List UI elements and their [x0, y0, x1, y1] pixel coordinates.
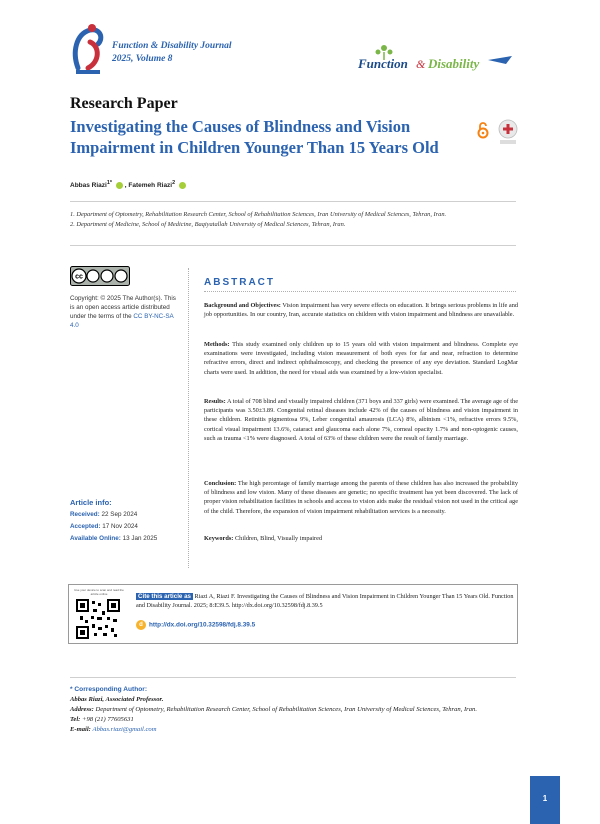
methods-text: This study examined only children up to 15 years old with vision impairment and blindness. Complete eye examinations were investigated, including vision measurement of both eyes for far and near, refraction to determine refractive errors, direct and indirect ophthalmoscopy, and checking the presence of any eye deviation. Standard LogMar charts were used. In addition, the need for visual aids was examined by a low-vision specialist. — [204, 341, 518, 376]
cc-license-badge[interactable] — [70, 266, 130, 286]
cite-body: Riazi A, Riazi F. Investigating the Causes of Blindness and Vision Impairment in Children Younger Than 15 Years Old. Function and Disability Journal. 2025; 8:E39.5. http://dx.doi.org/10.32598/fdj.8.39.5 — [136, 593, 514, 610]
qr-code-icon[interactable] — [76, 599, 120, 639]
abstract-results — [204, 397, 518, 443]
copyright-text: Copyright: © 2025 The Author(s). This is an open access article distributed under the terms of the — [70, 295, 176, 320]
tel-value: +98 (21) 77605631 — [82, 716, 134, 723]
article-info-heading: Article info: — [70, 498, 112, 507]
svg-text:&: & — [416, 57, 426, 71]
abstract-background — [204, 301, 518, 319]
conclusion-text: The high percentage of family marriage among the parents of these children has also increased the probability of blindness and low vision. Many of these diseases are genetic; no specific treatment has yet been discovered. The lack of proper vision rehabilitation facilities in schools and access to vision aids make the residual vision not used in the critical age of the child. Therefore, the expansion of vision impairment rehabilitation services is a necessity. — [204, 480, 518, 515]
affiliations — [70, 210, 520, 230]
divider — [70, 201, 516, 202]
affiliation-1: 1. Department of Optometry, Rehabilitation Research Center, School of Rehabilitation Sciences, Iran University of Medical Sciences, Tehran, Iran. — [70, 211, 447, 218]
citation-text — [136, 592, 514, 610]
svg-text:Disability: Disability — [428, 56, 480, 71]
license-link[interactable]: CC BY-NC-SA 4.0 — [70, 313, 174, 329]
journal-title: Function & Disability Journal — [112, 41, 232, 51]
journal-logo — [70, 22, 108, 78]
received-label: Received: — [70, 511, 100, 518]
doi-icon: d — [136, 620, 146, 630]
abstract-conclusion — [204, 479, 518, 516]
page-number: 1 — [530, 776, 560, 824]
author-1: Abbas Riazi — [70, 182, 107, 190]
svg-text:Function: Function — [358, 56, 408, 71]
copyright-notice — [70, 294, 180, 330]
svg-text:cc: cc — [75, 273, 83, 281]
background-text: Vision impairment has very severe effects on education. It brings serious problems in life and job opportunities. In our country, Iran, accurate statistics on children with vision impairment and blindness are unavailable. — [204, 302, 518, 319]
column-separator — [188, 268, 189, 568]
methods-label: Methods: — [204, 341, 230, 348]
abstract-underline — [204, 291, 516, 292]
paper-type: Research Paper — [70, 95, 178, 112]
doi-link[interactable]: http://dx.doi.org/10.32598/fdj.8.39.5 — [149, 621, 256, 629]
abstract-keywords — [204, 534, 518, 543]
results-text: A total of 708 blind and visually impaired children (371 boys and 337 girls) were examined. The average age of the participants was 3.50±3.89. Congenital retinal diseases include 42% of the causes of blindness and vision impairment in these children. Retinitis pigmentosa 9%, Leber congenital amaurosis (LCA) 8%, albinism <1%, refractive errors 9.5%, cortical visual impairment 13.6%, cataract and glaucoma each alone 7%, corneal opacity 1.7% and non-optogenic causes, such as trauma <1% were diagnosed. A total of 63% of these children were the result of family marriage. — [204, 398, 518, 442]
email-link[interactable]: Abbas.riazi@gmail.com — [92, 726, 157, 733]
corresponding-author — [70, 685, 520, 735]
corresponding-heading: * Corresponding Author: — [70, 686, 148, 693]
background-label: Background and Objectives: — [204, 302, 281, 309]
affiliation-2: 2. Department of Medicine, School of Medicine, Baqiyatallah University of Medical Sciences, Tehran, Iran. — [70, 221, 346, 228]
corresponding-name: Abbas Riazi, Associated Professor. — [70, 696, 164, 703]
online-label: Available Online: — [70, 535, 121, 542]
authors: Abbas Riazi$^{1*}$ , Fatemeh Riazi$^2$ — [70, 180, 188, 189]
author-2: Fatemeh Riazi — [128, 182, 173, 190]
accepted-date: 17 Nov 2024 — [102, 523, 138, 530]
received-date: 22 Sep 2024 — [101, 511, 138, 518]
abstract-methods — [204, 340, 518, 377]
article-title: Investigating the Causes of Blindness and Vision Impairment in Children Younger Than 15 Years Old — [70, 117, 439, 157]
cite-label: Cite this article as — [138, 593, 191, 600]
author-2-sup: 2 — [172, 180, 176, 186]
author-1-sup: 1* — [106, 180, 112, 186]
tel-label: Tel: — [70, 716, 81, 723]
article-info — [70, 498, 185, 547]
journal-name — [112, 40, 232, 66]
qr-caption: Use your device to scan and read the article online — [74, 588, 124, 596]
doi-link-row — [136, 620, 255, 630]
email-label: E-mail: — [70, 726, 91, 733]
address-label: Address: — [70, 706, 94, 713]
journal-volume: 2025, Volume 8 — [112, 54, 173, 64]
results-label: Results: — [204, 398, 226, 405]
crossmark-icon[interactable] — [497, 119, 519, 145]
open-access-icon — [477, 122, 489, 139]
keywords-label: Keywords: — [204, 535, 234, 542]
orcid-icon[interactable] — [116, 182, 123, 189]
conclusion-label: Conclusion: — [204, 480, 237, 487]
abstract-heading: ABSTRACT — [204, 277, 275, 288]
orcid-icon[interactable] — [179, 182, 186, 189]
keywords-text: Children, Blind, Visually impaired — [234, 535, 323, 542]
divider — [70, 245, 516, 246]
function-disability-logo — [356, 38, 516, 78]
divider — [70, 677, 516, 678]
accepted-label: Accepted: — [70, 523, 101, 530]
online-date: 13 Jan 2025 — [122, 535, 158, 542]
address-text: Department of Optometry, Rehabilitation Research Center, School of Rehabilitation Sciences, Iran University of Medical Sciences, Tehran, Iran. — [95, 706, 477, 713]
